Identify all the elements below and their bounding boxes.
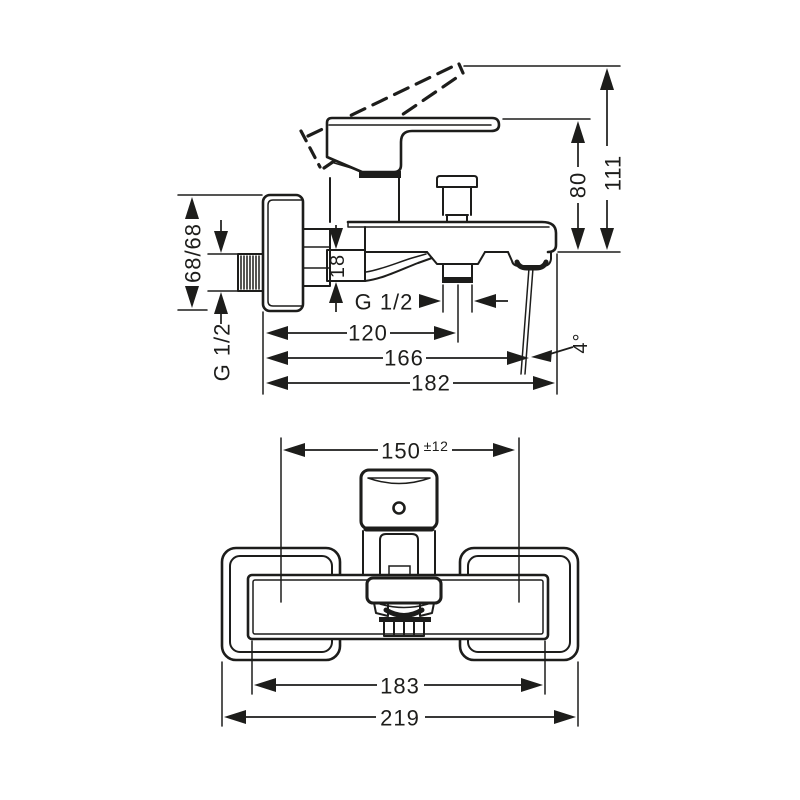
dim-stream-angle <box>531 332 592 362</box>
dim-219-label: 219 <box>380 705 420 731</box>
dim-inlet-thread <box>208 220 240 381</box>
dim-80-label: 80 <box>565 171 591 199</box>
shower-outlet <box>427 252 485 264</box>
dim-reach-182 <box>266 254 557 396</box>
dim-18-label: 18 <box>327 253 349 279</box>
mixer-body <box>348 222 556 281</box>
threaded-nipple <box>238 254 263 291</box>
dim-182-label: 182 <box>411 370 451 396</box>
diverter-knob <box>437 176 477 222</box>
dim-183-label: 183 <box>380 673 420 699</box>
spout <box>365 252 551 283</box>
handle-lever <box>327 118 499 178</box>
dim-120-label: 120 <box>348 320 388 346</box>
dim-150-tolerance: ±12 <box>423 438 449 454</box>
side-view <box>178 64 626 396</box>
dim-body-183 <box>252 641 545 699</box>
dim-166-label: 166 <box>384 345 424 371</box>
cartridge-front <box>363 531 435 575</box>
dim-height-111 <box>464 66 626 252</box>
hex-nut <box>303 229 330 286</box>
dim-150-label: 150 <box>381 438 421 464</box>
cartridge-housing <box>330 178 399 222</box>
dim-111-label: 111 <box>600 154 626 192</box>
angle-label: 4° <box>570 332 592 354</box>
dim-offset-68-68 <box>178 195 262 310</box>
dim-reach-166 <box>266 346 529 371</box>
wall-escutcheon-side <box>263 195 303 311</box>
outlet-collar <box>379 617 431 622</box>
g12-outlet-label: G 1/2 <box>354 289 414 315</box>
dim-height-80 <box>503 119 591 250</box>
g12-inlet-label: G 1/2 <box>209 322 235 382</box>
dim-68-68-label: 68/68 <box>180 222 206 284</box>
handle-front <box>361 470 437 529</box>
handle-base-gap <box>359 171 401 178</box>
front-view <box>222 438 578 731</box>
